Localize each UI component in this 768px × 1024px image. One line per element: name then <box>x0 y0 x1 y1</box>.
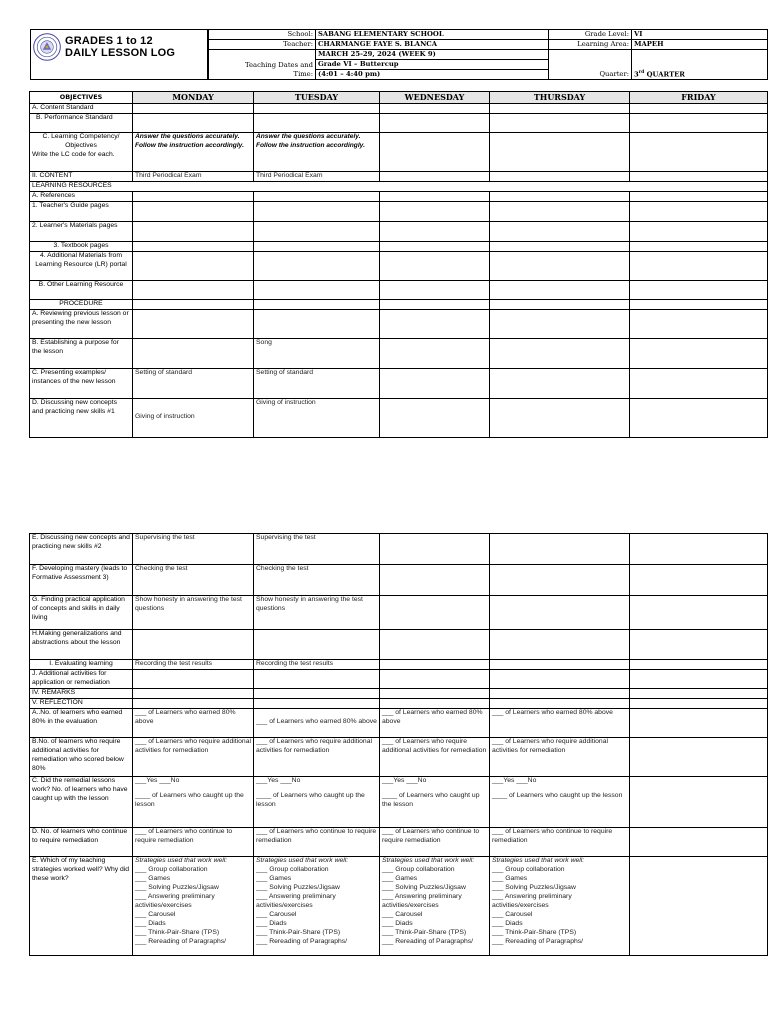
strategy-item: ___ Group collaboration <box>382 865 455 873</box>
ref-c-yesno-tuesday: ___Yes ___No <box>256 776 301 784</box>
proc-f-tuesday: Checking the test <box>254 565 380 596</box>
row-procedure: PROCEDURE <box>30 299 133 309</box>
ref-c-caught-up-wednesday: ____ of Learners who caught up the lesson <box>382 791 480 808</box>
row-content: II. CONTENT <box>30 171 133 181</box>
strategies-monday <box>133 856 254 955</box>
row-proc-e: E. Discussing new concepts and practicing new skills #2 <box>30 534 133 565</box>
strategy-item: ___ Games <box>256 874 292 882</box>
strategy-item: ___ Carousel <box>135 910 176 918</box>
row-ref-d: D. No. of learners who continue to require remediation <box>30 827 133 856</box>
lesson-log-table-page1 <box>29 91 768 438</box>
deped-seal-icon <box>33 33 61 61</box>
row-proc-b: B. Establishing a purpose for the lesson <box>30 338 133 368</box>
strategy-item: ___ Rereading of Paragraphs/ <box>382 937 474 945</box>
row-proc-j: J. Additional activities for application or remediation <box>30 669 133 688</box>
learning-area-label: Learning Area: <box>549 40 632 50</box>
day-header-tuesday: TUESDAY <box>254 92 380 104</box>
proc-g-tuesday: Show honesty in answering the test questions <box>254 596 380 630</box>
teacher-value: CHARMANGE FAYE S. BLANCA <box>316 40 549 50</box>
grade-level-value: VI <box>632 30 768 40</box>
strategies-title-wednesday: Strategies used that work well: <box>382 856 475 864</box>
objective-monday: Answer the questions accurately. Follow the instruction accordingly. <box>133 132 254 171</box>
school-label: School: <box>209 30 316 40</box>
row-ref-b: B.No. of learners who require additional activities for remediation who scored below 80% <box>30 737 133 776</box>
row-content-standard: A. Content Standard <box>30 104 133 114</box>
strategy-item: ___ Carousel <box>256 910 297 918</box>
proc-e-tuesday: Supervising the test <box>254 534 380 565</box>
quarter-label: Quarter: <box>549 50 632 80</box>
time-label: Time: <box>293 70 313 78</box>
strategy-item: ___ Group collaboration <box>135 865 208 873</box>
strategies-title-monday: Strategies used that work well: <box>135 856 228 864</box>
quarter-text: QUARTER <box>644 70 685 78</box>
day-header-thursday: THURSDAY <box>490 92 630 104</box>
strategy-item: ___ Carousel <box>492 910 533 918</box>
strategies-list-tuesday <box>256 866 377 947</box>
strategy-item: ___ Solving Puzzles/Jigsaw <box>382 883 466 891</box>
strategy-item: ___ Carousel <box>382 910 423 918</box>
ref-a-wednesday: ___ of Learners who earned 80% above <box>380 708 490 737</box>
strategies-list-thursday <box>492 866 627 947</box>
strategy-item: ___ Games <box>135 874 171 882</box>
ref-a-tuesday: ___ of Learners who earned 80% above <box>254 708 380 737</box>
quarter-suffix: rd <box>638 69 645 75</box>
row-performance-standard: B. Performance Standard <box>30 113 133 132</box>
strategies-thursday <box>490 856 630 955</box>
row-reflection: V. REFLECTION <box>30 698 133 708</box>
strategy-item: ___ Solving Puzzles/Jigsaw <box>135 883 219 891</box>
content-tuesday: Third Periodical Exam <box>254 171 380 181</box>
row-ref-a: A..No. of learners who earned 80% in the evaluation <box>30 708 133 737</box>
strategy-item: ___ Solving Puzzles/Jigsaw <box>256 883 340 891</box>
learning-competency-label: C. Learning Competency/ Objectives <box>42 132 120 149</box>
dates-label: Teaching Dates and <box>244 61 313 69</box>
dates-value: MARCH 25-29, 2024 (WEEK 9) <box>316 50 549 60</box>
row-additional-materials: 4. Additional Materials from Learning Resource (LR) portal <box>30 251 133 280</box>
title-line1: GRADES 1 to 12 <box>65 35 153 47</box>
ref-c-monday <box>133 776 254 827</box>
row-ref-e: E. Which of my teaching strategies worked well? Why did these work? <box>30 856 133 955</box>
strategy-item: ___ Diads <box>382 919 413 927</box>
quarter-number: 3 <box>634 70 639 78</box>
strategy-item: ___ Think-Pair-Share (TPS) <box>135 928 220 936</box>
proc-c-monday: Setting of standard <box>133 368 254 398</box>
learning-area-value: MAPEH <box>632 40 768 50</box>
quarter-value <box>632 50 768 80</box>
header-info-table <box>208 29 768 80</box>
ref-c-yesno-thursday: ___Yes ___No <box>492 776 537 784</box>
ref-c-caught-up-tuesday: ____ of Learners who caught up the lesson <box>256 791 365 808</box>
strategies-list-monday <box>135 866 251 947</box>
ref-c-thursday <box>490 776 630 827</box>
strategy-item: ___ Group collaboration <box>492 865 565 873</box>
row-ref-c: C. Did the remedial lessons work? No. of learners who have caught up with the lesson <box>30 776 133 827</box>
ref-c-wednesday <box>380 776 490 827</box>
objectives-header: OBJECTIVES <box>30 92 133 104</box>
ref-c-yesno-monday: ___Yes ___No <box>135 776 180 784</box>
row-learners-materials: 2. Learner's Materials pages <box>30 221 133 241</box>
strategy-item: ___ Games <box>382 874 418 882</box>
day-header-monday: MONDAY <box>133 92 254 104</box>
strategy-item: ___ Answering preliminary activities/exercises <box>256 892 336 909</box>
row-teachers-guide: 1. Teacher's Guide pages <box>30 201 133 221</box>
day-header-friday: FRIDAY <box>630 92 768 104</box>
proc-i-monday: Recording the test results <box>133 660 254 670</box>
strategies-title-tuesday: Strategies used that work well: <box>256 856 349 864</box>
proc-g-monday: Show honesty in answering the test questions <box>133 596 254 630</box>
row-proc-i: I. Evaluating learning <box>30 660 133 670</box>
strategy-item: ___ Answering preliminary activities/exercises <box>135 892 215 909</box>
strategy-item: ___ Diads <box>256 919 287 927</box>
row-proc-a: A. Reviewing previous lesson or presenting the new lesson <box>30 309 133 338</box>
strategies-wednesday <box>380 856 490 955</box>
row-proc-d: D. Discussing new concepts and practicing new skills #1 <box>30 398 133 437</box>
school-value: SABANG ELEMENTARY SCHOOL <box>316 30 549 40</box>
proc-d-monday: Giving of instruction <box>133 398 254 437</box>
row-learning-resources: LEARNING RESOURCES <box>30 181 768 191</box>
row-proc-g: G. Finding practical application of concepts and skills in daily living <box>30 596 133 630</box>
strategy-item: ___ Rereading of Paragraphs/ <box>135 937 227 945</box>
strategy-item: ___ Answering preliminary activities/exercises <box>492 892 572 909</box>
strategy-item: ___ Rereading of Paragraphs/ <box>492 937 584 945</box>
ref-d-thursday: ___ of Learners who continue to require remediation <box>490 827 630 856</box>
strategies-list-wednesday <box>382 866 487 947</box>
row-proc-h: H.Making generalizations and abstractions about the lesson <box>30 630 133 660</box>
strategy-item: ___ Answering preliminary activities/exercises <box>382 892 462 909</box>
ref-b-thursday: ___ of Learners who require additional activities for remediation <box>490 737 630 776</box>
row-proc-c: C. Presenting examples/ instances of the new lesson <box>30 368 133 398</box>
proc-c-tuesday: Setting of standard <box>254 368 380 398</box>
strategies-title-thursday: Strategies used that work well: <box>492 856 585 864</box>
title-block <box>30 29 208 80</box>
strategy-item: ___ Diads <box>492 919 523 927</box>
strategy-item: ___ Games <box>492 874 528 882</box>
strategy-item: ___ Rereading of Paragraphs/ <box>256 937 348 945</box>
row-learning-competency <box>30 132 133 171</box>
row-textbook: 3. Textbook pages <box>30 241 133 251</box>
ref-a-monday: ___ of Learners who earned 80% above <box>133 708 254 737</box>
content-monday: Third Periodical Exam <box>133 171 254 181</box>
strategies-tuesday <box>254 856 380 955</box>
ref-c-tuesday <box>254 776 380 827</box>
ref-b-tuesday: ___ of Learners who require additional activities for remediation <box>254 737 380 776</box>
time-value: (4:01 – 4:40 pm) <box>316 70 549 80</box>
ref-d-monday: ___ of Learners who continue to require remediation <box>133 827 254 856</box>
ref-d-wednesday: ___ of Learners who continue to require remediation <box>380 827 490 856</box>
strategy-item: ___ Group collaboration <box>256 865 329 873</box>
grade-level-label: Grade Level: <box>549 30 632 40</box>
strategy-item: ___ Think-Pair-Share (TPS) <box>382 928 467 936</box>
ref-d-tuesday: ___ of Learners who continue to require remediation <box>254 827 380 856</box>
proc-e-monday: Supervising the test <box>133 534 254 565</box>
row-proc-f: F. Developing mastery (leads to Formative Assessment 3) <box>30 565 133 596</box>
strategy-item: ___ Think-Pair-Share (TPS) <box>492 928 577 936</box>
proc-d-tuesday: Giving of instruction <box>254 398 380 437</box>
strategy-item: ___ Solving Puzzles/Jigsaw <box>492 883 576 891</box>
ref-c-caught-up-monday: ____ of Learners who caught up the lesson <box>135 791 244 808</box>
proc-b-tuesday: Song <box>254 338 380 368</box>
row-remarks: IV. REMARKS <box>30 688 133 698</box>
teacher-label: Teacher: <box>209 40 316 50</box>
lc-code-label: Write the LC code for each. <box>32 150 115 158</box>
title-line2: DAILY LESSON LOG <box>65 47 176 59</box>
objective-tuesday: Answer the questions accurately. Follow the instruction accordingly. <box>254 132 380 171</box>
lesson-log-table-page2 <box>29 533 768 956</box>
strategy-item: ___ Think-Pair-Share (TPS) <box>256 928 341 936</box>
proc-f-monday: Checking the test <box>133 565 254 596</box>
ref-c-yesno-wednesday: ___Yes ___No <box>382 776 427 784</box>
proc-i-tuesday: Recording the test results <box>254 660 380 670</box>
row-references: A. References <box>30 191 133 201</box>
section-value: Grade VI – Buttercup <box>316 60 549 70</box>
ref-b-wednesday: ___ of Learners who require additional activities for remediation <box>380 737 490 776</box>
strategy-item: ___ Diads <box>135 919 166 927</box>
ref-b-monday: ___ of Learners who require additional activities for remediation <box>133 737 254 776</box>
day-header-wednesday: WEDNESDAY <box>380 92 490 104</box>
dates-time-label <box>209 50 316 80</box>
ref-c-caught-up-thursday: ____ of Learners who caught up the lesson <box>492 791 623 799</box>
ref-a-thursday: ___ of Learners who earned 80% above <box>490 708 630 737</box>
row-other-resources: B. Other Learning Resource <box>30 280 133 299</box>
